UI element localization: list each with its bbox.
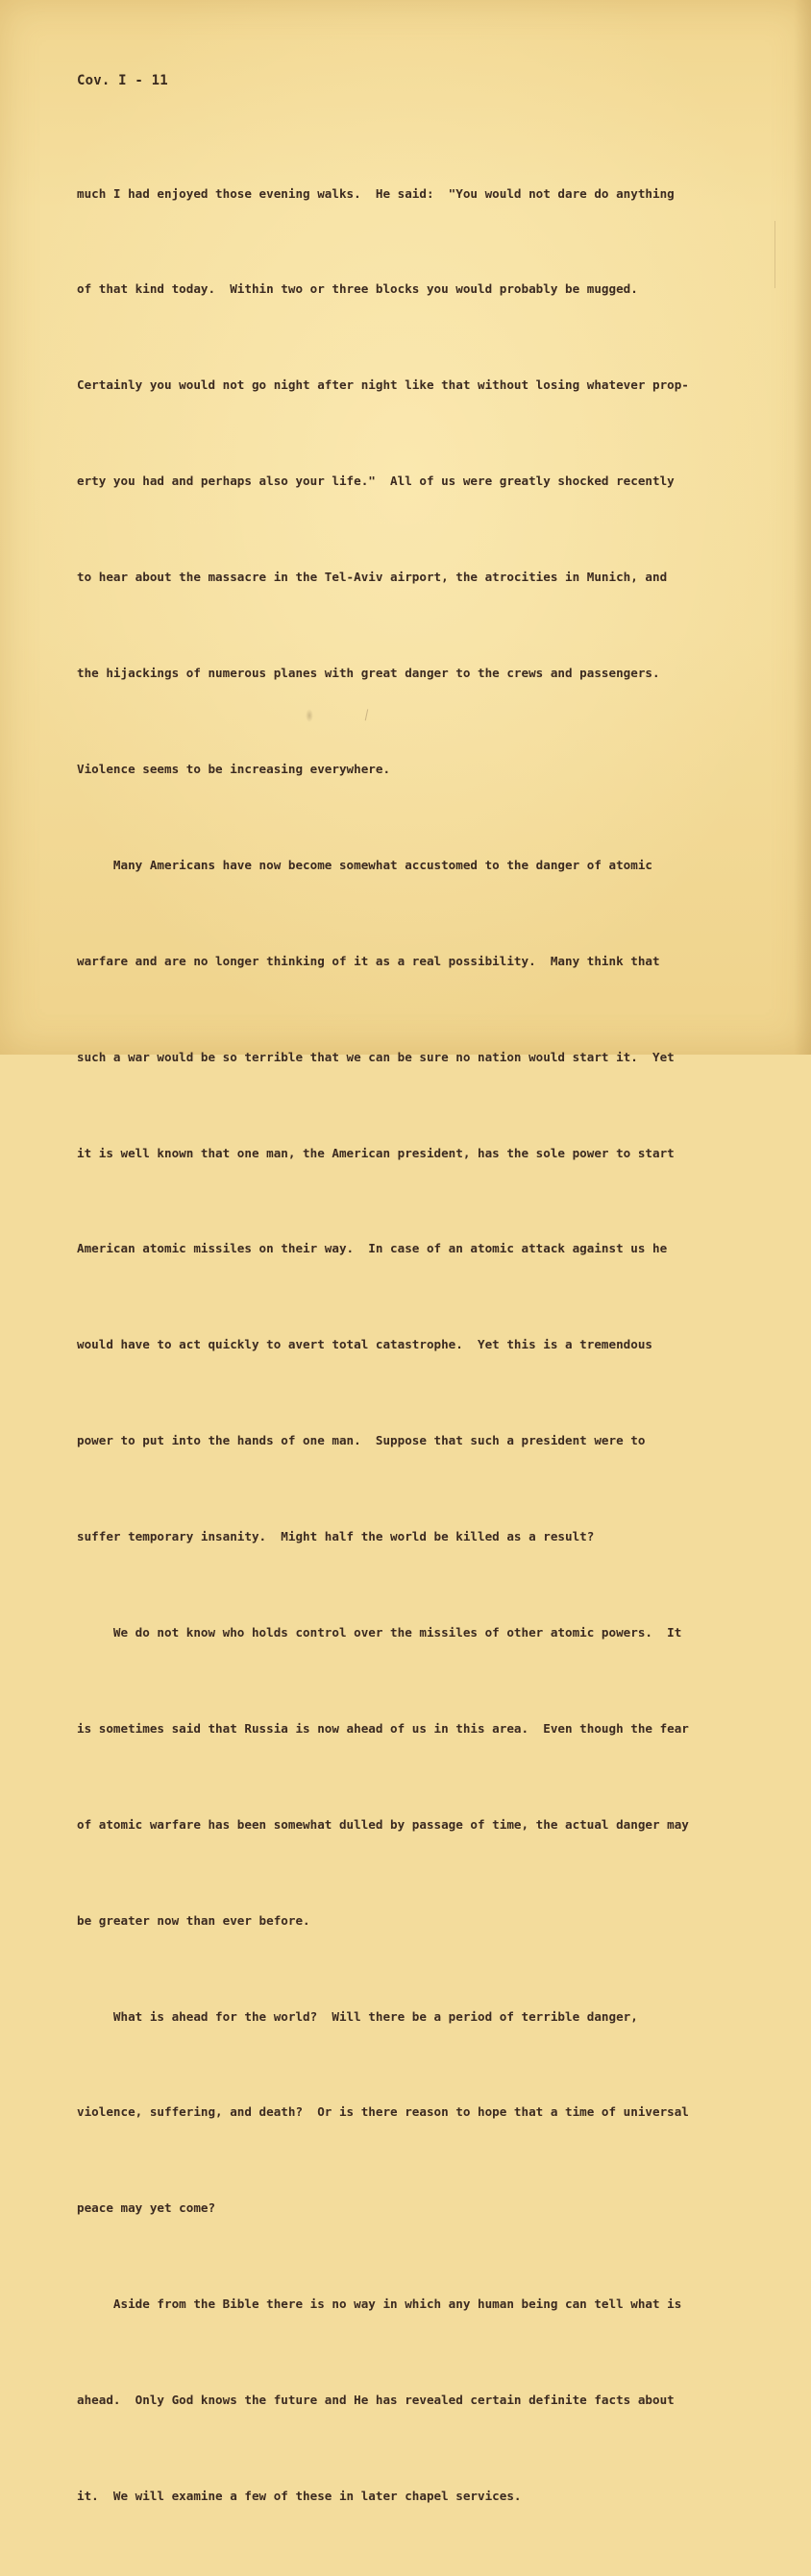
text-line: of that kind today. Within two or three blocks you would probably be mugged. <box>77 281 638 297</box>
text-line: would have to act quickly to avert total catastrophe. Yet this is a tremendous <box>77 1337 652 1352</box>
text-line: it. We will examine a few of these in later chapel services. <box>77 2488 522 2503</box>
text-line: much I had enjoyed those evening walks. He said: "You would not dare do anything <box>77 185 675 201</box>
text-line: suffer temporary insanity. Might half the world be killed as a result? <box>77 1529 595 1544</box>
text-line: peace may yet come? <box>77 2200 216 2216</box>
text-line: such a war would be so terrible that we can be sure no nation would start it. Yet <box>77 1049 675 1064</box>
text-line: American atomic missiles on their way. In case of an atomic attack against us he <box>77 1241 668 1256</box>
text-line: the hijackings of numerous planes with great danger to the crews and passengers. <box>77 666 660 681</box>
text-line: Aside from the Bible there is no way in which any human being can tell what is <box>77 2297 682 2312</box>
text-line: We do not know who holds control over the missiles of other atomic powers. It <box>77 1624 682 1640</box>
text-line: ahead. Only God knows the future and He has revealed certain definite facts about <box>77 2393 675 2408</box>
text-line: is sometimes said that Russia is now ahead of us in this area. Even though the fear <box>77 1720 689 1736</box>
text-line: be greater now than ever before. <box>77 1912 310 1928</box>
text-line: power to put into the hands of one man. Suppose that such a president were to <box>77 1433 646 1448</box>
text-line: to hear about the massacre in the Tel-Aviv airport, the atrocities in Munich, and <box>77 570 668 585</box>
ink-smudge <box>306 709 313 722</box>
body-text <box>77 113 750 2576</box>
text-line: warfare and are no longer thinking of it as a real possibility. Many think that <box>77 953 660 968</box>
text-line: violence, suffering, and death? Or is there reason to hope that a time of universal <box>77 2104 689 2120</box>
page-edge-shading <box>794 0 811 1055</box>
paper-edge-mark <box>774 221 777 288</box>
text-line: of atomic warfare has been somewhat dulled by passage of time, the actual danger may <box>77 1816 689 1832</box>
text-line: Certainly you would not go night after night like that without losing whatever prop- <box>77 377 689 393</box>
text-line: Many Americans have now become somewhat accustomed to the danger of atomic <box>77 857 652 872</box>
text-line: erty you had and perhaps also your life." All of us were greatly shocked recently <box>77 474 675 489</box>
text-line: Violence seems to be increasing everywhere. <box>77 761 391 776</box>
text-line: it is well known that one man, the American president, has the sole power to start <box>77 1145 675 1160</box>
text-line: What is ahead for the world? Will there be a period of terrible danger, <box>77 2008 638 2024</box>
page-header: Cov. I - 11 <box>77 73 168 88</box>
